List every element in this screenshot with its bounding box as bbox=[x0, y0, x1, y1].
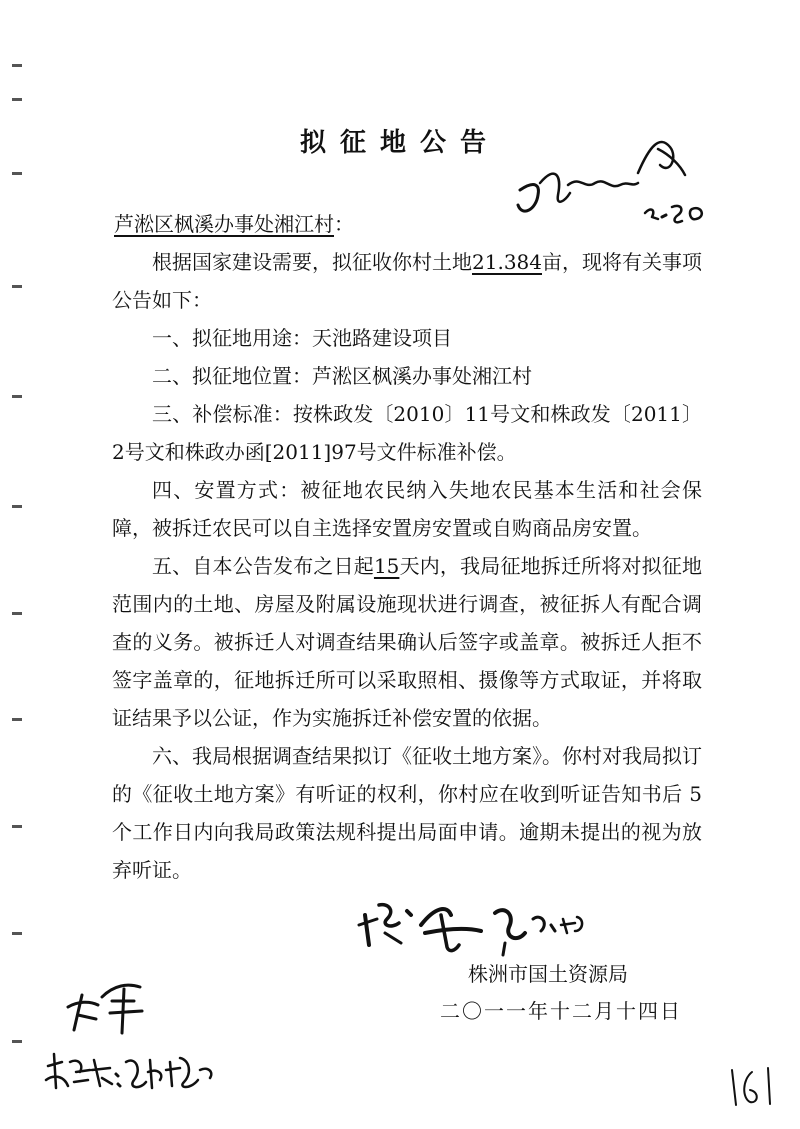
survey-days: 15 bbox=[373, 554, 400, 578]
item-hearing: 六、我局根据调查结果拟订《征收土地方案》。你村对我局拟订的《征收土地方案》有听证的权利，你村应在收到听证告知书后 5 个工作日内向我局政策法规科提出局面申请。逾期未提出的视为放弃听证。 bbox=[112, 744, 702, 882]
item-resettlement: 四、安置方式：被征地农民纳入失地农民基本生活和社会保障，被拆迁农民可以自主选择安置房安置或自购商品房安置。 bbox=[112, 478, 702, 540]
survey-after: 天内，我局征地拆迁所将对拟征地范围内的土地、房屋及附属设施现状进行调查，被征拆人有配合调查的义务。被拆迁人对调查结果确认后签字或盖章。被拆迁人拒不签字盖章的，征地拆迁所可以采取照相、摄像等方式取证，并将取证结果予以公证，作为实施拆迁补偿安置的依据。 bbox=[112, 554, 703, 730]
handwritten-signoff bbox=[355, 885, 605, 960]
issue-date: 二〇一一年十二月十四日 bbox=[440, 999, 682, 1023]
survey-before: 五、自本公告发布之日起 bbox=[152, 554, 374, 578]
binding-mark bbox=[12, 505, 22, 508]
binding-mark bbox=[12, 825, 22, 828]
item-compensation: 三、补偿标准：按株政发〔2010〕11号文和株政发〔2011〕2号文和株政办函[2011]97号文件标准补偿。 bbox=[112, 402, 702, 464]
handwritten-reviewer-mark bbox=[62, 975, 162, 1040]
issuing-authority: 株洲市国土资源局 bbox=[468, 962, 628, 986]
addressee bbox=[114, 208, 354, 237]
intro-before: 根据国家建设需要，拟征收你村土地 bbox=[152, 250, 473, 274]
intro-paragraph bbox=[112, 243, 702, 319]
item-survey bbox=[112, 547, 702, 737]
binding-mark bbox=[12, 285, 22, 288]
binding-mark bbox=[12, 172, 22, 175]
addressee-village: 芦淞区枫溪办事处湘江村 bbox=[114, 212, 334, 236]
binding-mark bbox=[12, 932, 22, 935]
binding-margin-marks bbox=[12, 0, 26, 1129]
handwritten-approval-annotation bbox=[510, 135, 730, 230]
addressee-colon: ： bbox=[334, 212, 354, 236]
handwritten-page-number bbox=[722, 1060, 782, 1115]
binding-mark bbox=[12, 64, 22, 67]
document-title: 拟征地公告 bbox=[299, 128, 500, 158]
binding-mark bbox=[12, 1040, 22, 1043]
notice-body bbox=[112, 243, 702, 889]
intro-after: 亩，现将有关事项公告如下： bbox=[112, 250, 703, 312]
binding-mark bbox=[12, 98, 22, 101]
land-area: 21.384 bbox=[472, 250, 542, 274]
item-location: 二、拟征地位置：芦淞区枫溪办事处湘江村 bbox=[152, 364, 532, 388]
binding-mark bbox=[12, 718, 22, 721]
binding-mark bbox=[12, 612, 22, 615]
item-purpose: 一、拟征地用途：天池路建设项目 bbox=[152, 326, 452, 350]
binding-mark bbox=[12, 395, 22, 398]
handwritten-drafter bbox=[40, 1040, 220, 1100]
